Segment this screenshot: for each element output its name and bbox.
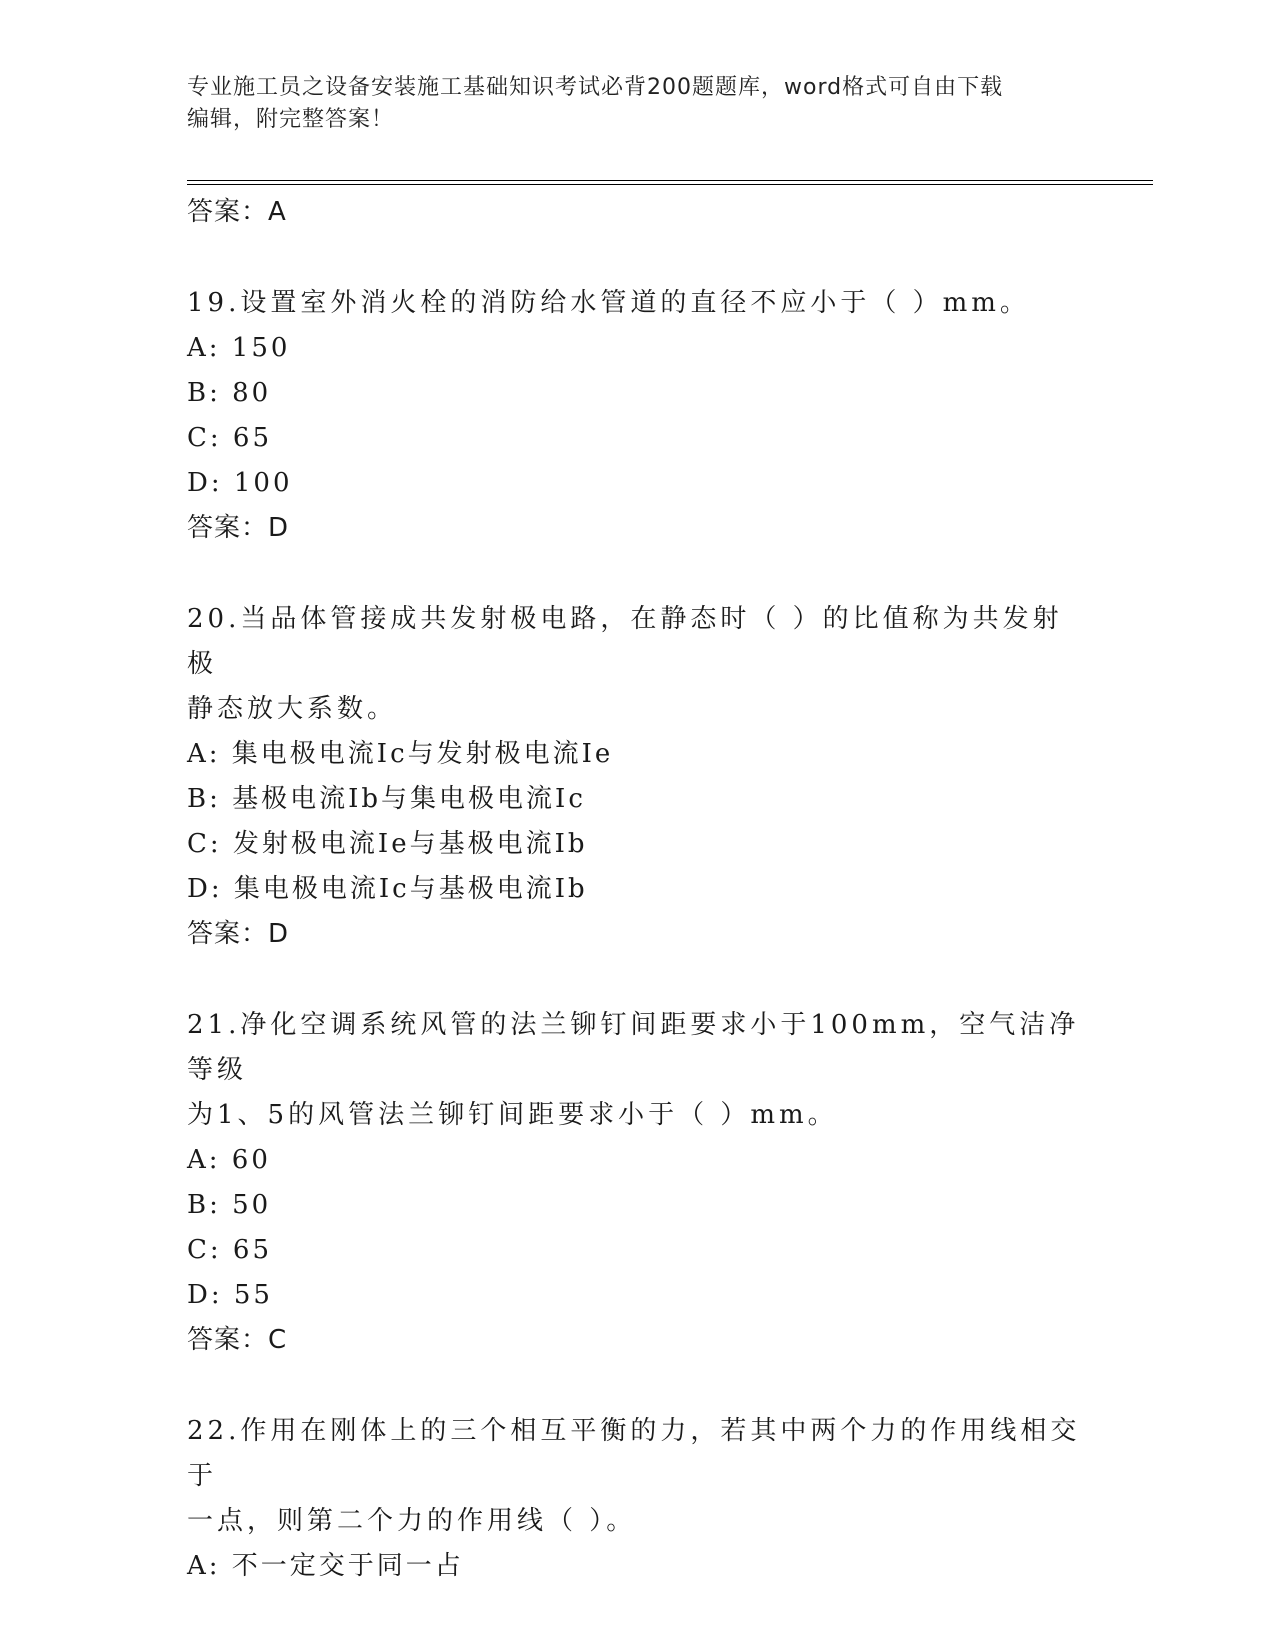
question-stem-continued: 一点，则第二个力的作用线（ ）。 — [187, 1506, 637, 1536]
previous-answer: 答案：A — [187, 197, 287, 227]
answer: 答案：C — [187, 1325, 288, 1355]
option-b: B: 80 — [187, 378, 272, 408]
question-21 — [187, 1003, 1087, 1363]
option-d: D: 集电极电流Ic与基极电流Ib — [187, 874, 588, 904]
document-header — [187, 72, 1087, 136]
question-stem-continued: 静态放大系数。 — [187, 694, 398, 724]
option-a: A: 集电极电流Ic与发射极电流Ie — [187, 739, 614, 769]
option-d: D: 55 — [187, 1280, 273, 1310]
question-stem-continued: 为1、5的风管法兰铆钉间距要求小于（ ）mm。 — [187, 1100, 838, 1130]
option-a: A: 60 — [187, 1145, 271, 1175]
option-b: B: 基极电流Ib与集电极电流Ic — [187, 784, 586, 814]
question-stem: 20.当品体管接成共发射极电路，在静态时（ ）的比值称为共发射极 — [187, 604, 1063, 679]
header-divider — [187, 180, 1153, 185]
option-d: D: 100 — [187, 468, 293, 498]
option-a: A: 150 — [187, 333, 291, 363]
question-stem: 22.作用在刚体上的三个相互平衡的力，若其中两个力的作用线相交于 — [187, 1416, 1081, 1491]
answer: 答案：D — [187, 919, 290, 949]
question-19 — [187, 281, 1087, 551]
answer: 答案：D — [187, 513, 290, 543]
question-22 — [187, 1409, 1087, 1589]
question-stem: 21.净化空调系统风管的法兰铆钉间距要求小于100mm，空气洁净等级 — [187, 1010, 1080, 1085]
header-line-1: 专业施工员之设备安装施工基础知识考试必背200题题库，word格式可自由下载 — [187, 75, 1004, 100]
option-c: C: 65 — [187, 423, 273, 453]
question-20 — [187, 597, 1087, 957]
option-a: A: 不一定交于同一占 — [187, 1551, 464, 1581]
question-list — [187, 186, 1087, 1589]
option-b: B: 50 — [187, 1190, 272, 1220]
question-stem: 19.设置室外消火栓的消防给水管道的直径不应小于（ ）mm。 — [187, 288, 1030, 318]
option-c: C: 发射极电流Ie与基极电流Ib — [187, 829, 588, 859]
option-c: C: 65 — [187, 1235, 273, 1265]
header-line-2: 编辑，附完整答案！ — [187, 107, 395, 132]
